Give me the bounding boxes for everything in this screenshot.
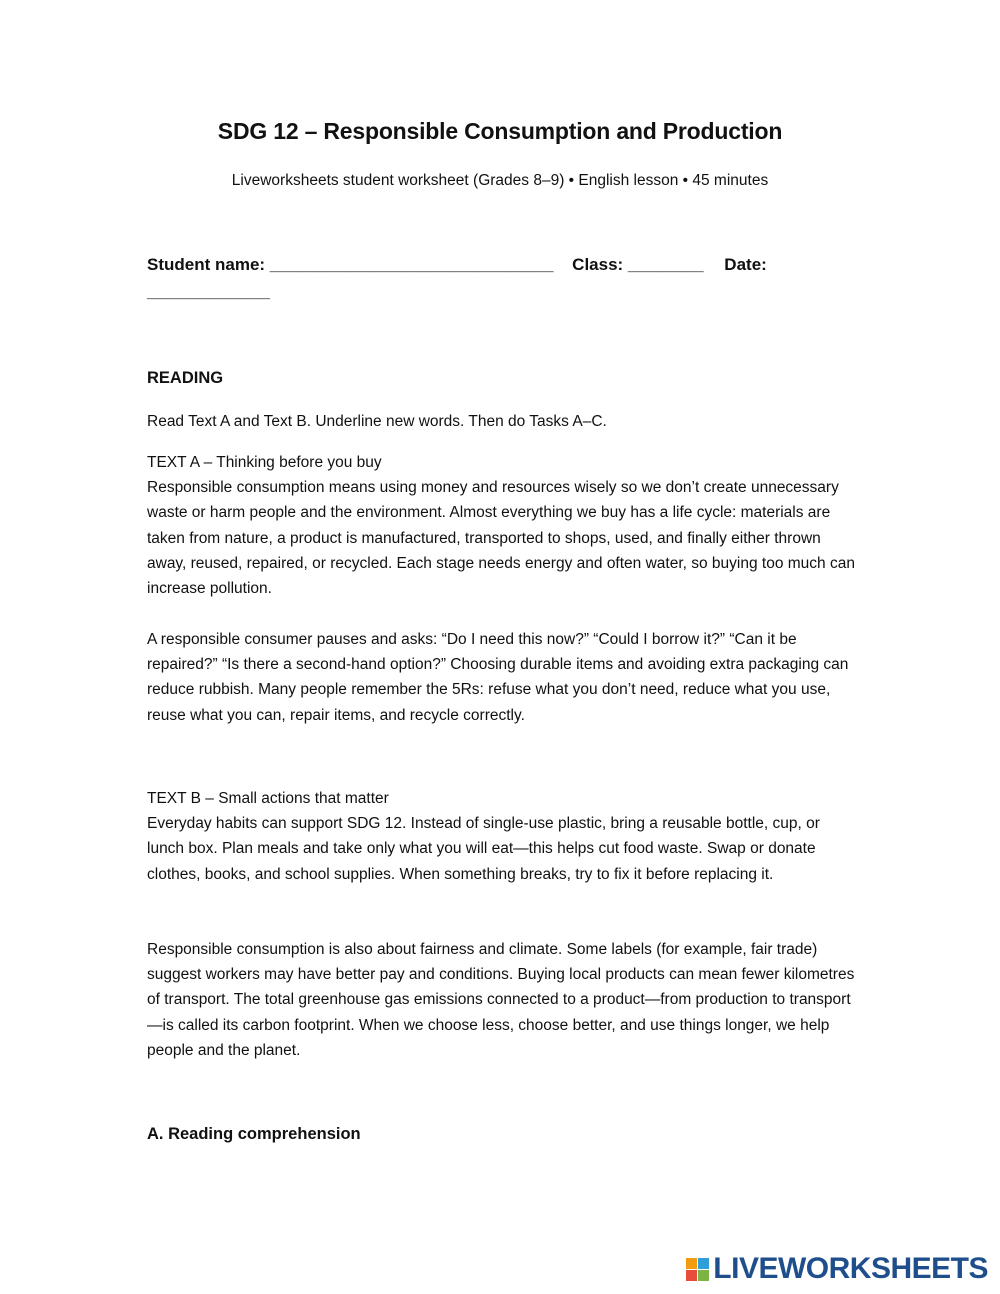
text-b-paragraph-2: Responsible consumption is also about fairness and climate. Some labels (for example, fair trade) suggest workers may have better pay and conditions. Buying local products can mean fewer kilometres of transport. The total greenhouse gas emissions connected to a product—from production to transport—is called its carbon footprint. When we choose less, choose better, and use things longer, we help people and the planet. [147,941,855,1059]
text-b-title: TEXT B – Small actions that matter [147,790,389,807]
text-a-paragraph-1: Responsible consumption means using money and resources wisely so we don’t create unnecessary waste or harm people and the environment. Almost everything we buy has a life cycle: materials are taken from nature, a product is manufactured, transported to shops, used, and finally either thrown away, reused, repaired, or recycled. Each stage needs energy and often water, so buying too much can increase pollution. [147,479,855,598]
date-field[interactable]: _____________ [147,282,270,301]
logo-text: LIVEWORKSHEETS [713,1252,988,1285]
reading-heading: READING [147,369,224,387]
text-b-paragraph-1: Everyday habits can support SDG 12. Instead of single-use plastic, bring a reusable bottle, cup, or lunch box. Plan meals and take only what you will eat—this helps cut food waste. Swap or donate clothes, books, and school supplies. When something breaks, try to fix it before replacing it. [147,815,820,883]
liveworksheets-logo [686,1252,988,1286]
text-a-title: TEXT A – Thinking before you buy [147,454,382,471]
logo-mark-icon [686,1258,709,1281]
text-b [147,786,859,887]
text-a-paragraph-2: A responsible consumer pauses and asks: “Do I need this now?” “Could I borrow it?” “Can it be repaired?” “Is there a second-hand option?” Choosing durable items and avoiding extra packaging can reduce rubbish. Many people remember the 5Rs: refuse what you don’t need, reduce what you use, reuse what you can, repair items, and recycle correctly. [147,631,849,724]
class-field[interactable]: Class: ________ [572,255,704,274]
reading-instruction: Read Text A and Text B. Underline new words. Then do Tasks A–C. [147,413,607,430]
student-name-field[interactable]: Student name: ______________________________ [147,255,554,274]
text-a [147,450,859,601]
page-subtitle: Liveworksheets student worksheet (Grades 8–9) • English lesson • 45 minutes [231,172,769,189]
page-title: SDG 12 – Responsible Consumption and Production [217,118,783,144]
reading-comprehension-heading: A. Reading comprehension [147,1125,361,1143]
date-label: Date: [724,255,767,274]
student-info-row [147,255,767,275]
